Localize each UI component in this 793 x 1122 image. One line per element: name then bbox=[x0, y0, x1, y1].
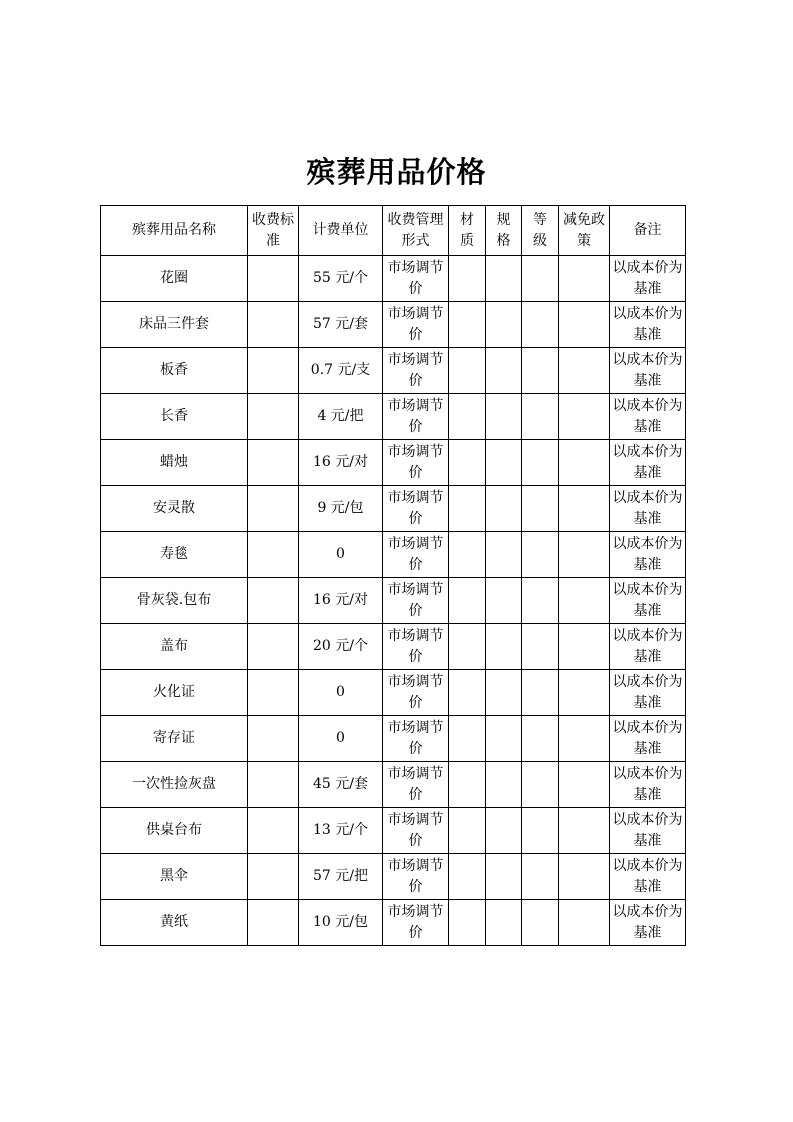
cell-unit: 57 元/套 bbox=[299, 302, 383, 348]
cell-grade bbox=[522, 256, 559, 302]
cell-material bbox=[449, 900, 486, 946]
cell-grade bbox=[522, 670, 559, 716]
cell-policy bbox=[559, 302, 610, 348]
cell-unit: 20 元/个 bbox=[299, 624, 383, 670]
cell-name: 床品三件套 bbox=[101, 302, 248, 348]
header-name: 殡葬用品名称 bbox=[101, 206, 248, 256]
cell-name: 黄纸 bbox=[101, 900, 248, 946]
table-row bbox=[101, 532, 686, 578]
cell-management: 市场调节价 bbox=[383, 348, 449, 394]
cell-note: 以成本价为基准 bbox=[610, 578, 686, 624]
cell-management: 市场调节价 bbox=[383, 532, 449, 578]
cell-spec bbox=[486, 440, 522, 486]
cell-policy bbox=[559, 256, 610, 302]
cell-unit: 55 元/个 bbox=[299, 256, 383, 302]
cell-material bbox=[449, 486, 486, 532]
cell-policy bbox=[559, 532, 610, 578]
cell-material bbox=[449, 624, 486, 670]
table-row bbox=[101, 900, 686, 946]
cell-material bbox=[449, 302, 486, 348]
cell-unit: 16 元/对 bbox=[299, 440, 383, 486]
cell-material bbox=[449, 348, 486, 394]
header-material: 材质 bbox=[449, 206, 486, 256]
cell-material bbox=[449, 440, 486, 486]
cell-name: 盖布 bbox=[101, 624, 248, 670]
cell-note: 以成本价为基准 bbox=[610, 716, 686, 762]
cell-grade bbox=[522, 578, 559, 624]
cell-standard bbox=[248, 302, 299, 348]
cell-name: 安灵散 bbox=[101, 486, 248, 532]
page-title: 殡葬用品价格 bbox=[306, 155, 487, 189]
cell-management: 市场调节价 bbox=[383, 762, 449, 808]
cell-material bbox=[449, 394, 486, 440]
cell-policy bbox=[559, 394, 610, 440]
cell-material bbox=[449, 532, 486, 578]
cell-management: 市场调节价 bbox=[383, 256, 449, 302]
cell-standard bbox=[248, 716, 299, 762]
table-header-row bbox=[101, 206, 686, 256]
cell-note: 以成本价为基准 bbox=[610, 808, 686, 854]
cell-unit: 0 bbox=[299, 532, 383, 578]
header-spec: 规格 bbox=[486, 206, 522, 256]
cell-grade bbox=[522, 486, 559, 532]
cell-note: 以成本价为基准 bbox=[610, 302, 686, 348]
cell-note: 以成本价为基准 bbox=[610, 624, 686, 670]
cell-name: 一次性捡灰盘 bbox=[101, 762, 248, 808]
cell-name: 供桌台布 bbox=[101, 808, 248, 854]
header-management: 收费管理形式 bbox=[383, 206, 449, 256]
cell-spec bbox=[486, 808, 522, 854]
table-row bbox=[101, 762, 686, 808]
cell-policy bbox=[559, 440, 610, 486]
table-row bbox=[101, 486, 686, 532]
cell-unit: 16 元/对 bbox=[299, 578, 383, 624]
cell-name: 寄存证 bbox=[101, 716, 248, 762]
cell-grade bbox=[522, 900, 559, 946]
cell-standard bbox=[248, 670, 299, 716]
cell-note: 以成本价为基准 bbox=[610, 854, 686, 900]
cell-grade bbox=[522, 808, 559, 854]
header-grade: 等级 bbox=[522, 206, 559, 256]
table-row bbox=[101, 578, 686, 624]
cell-name: 寿毯 bbox=[101, 532, 248, 578]
cell-unit: 10 元/包 bbox=[299, 900, 383, 946]
cell-policy bbox=[559, 716, 610, 762]
header-policy: 减免政策 bbox=[559, 206, 610, 256]
cell-material bbox=[449, 854, 486, 900]
cell-name: 火化证 bbox=[101, 670, 248, 716]
cell-material bbox=[449, 578, 486, 624]
cell-standard bbox=[248, 532, 299, 578]
cell-grade bbox=[522, 394, 559, 440]
table-row bbox=[101, 440, 686, 486]
cell-standard bbox=[248, 486, 299, 532]
cell-management: 市场调节价 bbox=[383, 808, 449, 854]
table-row bbox=[101, 302, 686, 348]
cell-unit: 13 元/个 bbox=[299, 808, 383, 854]
cell-management: 市场调节价 bbox=[383, 900, 449, 946]
cell-unit: 0.7 元/支 bbox=[299, 348, 383, 394]
cell-note: 以成本价为基准 bbox=[610, 670, 686, 716]
table-row bbox=[101, 394, 686, 440]
cell-standard bbox=[248, 256, 299, 302]
cell-management: 市场调节价 bbox=[383, 440, 449, 486]
cell-note: 以成本价为基准 bbox=[610, 762, 686, 808]
table-row bbox=[101, 348, 686, 394]
cell-note: 以成本价为基准 bbox=[610, 256, 686, 302]
cell-material bbox=[449, 256, 486, 302]
cell-management: 市场调节价 bbox=[383, 716, 449, 762]
cell-standard bbox=[248, 624, 299, 670]
cell-spec bbox=[486, 256, 522, 302]
cell-unit: 4 元/把 bbox=[299, 394, 383, 440]
cell-spec bbox=[486, 302, 522, 348]
cell-standard bbox=[248, 762, 299, 808]
cell-standard bbox=[248, 348, 299, 394]
cell-name: 板香 bbox=[101, 348, 248, 394]
cell-note: 以成本价为基准 bbox=[610, 900, 686, 946]
cell-spec bbox=[486, 854, 522, 900]
cell-name: 长香 bbox=[101, 394, 248, 440]
cell-management: 市场调节价 bbox=[383, 854, 449, 900]
cell-note: 以成本价为基准 bbox=[610, 394, 686, 440]
cell-standard bbox=[248, 900, 299, 946]
cell-note: 以成本价为基准 bbox=[610, 486, 686, 532]
cell-standard bbox=[248, 394, 299, 440]
cell-grade bbox=[522, 716, 559, 762]
cell-spec bbox=[486, 486, 522, 532]
cell-material bbox=[449, 762, 486, 808]
cell-spec bbox=[486, 716, 522, 762]
cell-management: 市场调节价 bbox=[383, 394, 449, 440]
table-row bbox=[101, 808, 686, 854]
cell-unit: 9 元/包 bbox=[299, 486, 383, 532]
cell-spec bbox=[486, 578, 522, 624]
cell-policy bbox=[559, 624, 610, 670]
cell-standard bbox=[248, 440, 299, 486]
table-row bbox=[101, 670, 686, 716]
cell-policy bbox=[559, 854, 610, 900]
cell-note: 以成本价为基准 bbox=[610, 348, 686, 394]
cell-name: 骨灰袋.包布 bbox=[101, 578, 248, 624]
cell-grade bbox=[522, 440, 559, 486]
header-unit: 计费单位 bbox=[299, 206, 383, 256]
table-row bbox=[101, 256, 686, 302]
cell-management: 市场调节价 bbox=[383, 486, 449, 532]
cell-material bbox=[449, 670, 486, 716]
cell-spec bbox=[486, 348, 522, 394]
cell-policy bbox=[559, 348, 610, 394]
cell-management: 市场调节价 bbox=[383, 670, 449, 716]
cell-standard bbox=[248, 578, 299, 624]
header-standard: 收费标准 bbox=[248, 206, 299, 256]
cell-material bbox=[449, 716, 486, 762]
cell-unit: 0 bbox=[299, 670, 383, 716]
table-row bbox=[101, 624, 686, 670]
cell-unit: 45 元/套 bbox=[299, 762, 383, 808]
cell-policy bbox=[559, 900, 610, 946]
cell-policy bbox=[559, 670, 610, 716]
cell-grade bbox=[522, 762, 559, 808]
table-row bbox=[101, 716, 686, 762]
cell-spec bbox=[486, 624, 522, 670]
cell-grade bbox=[522, 348, 559, 394]
cell-note: 以成本价为基准 bbox=[610, 532, 686, 578]
header-note: 备注 bbox=[610, 206, 686, 256]
cell-unit: 57 元/把 bbox=[299, 854, 383, 900]
cell-standard bbox=[248, 854, 299, 900]
cell-grade bbox=[522, 302, 559, 348]
cell-standard bbox=[248, 808, 299, 854]
cell-policy bbox=[559, 486, 610, 532]
cell-spec bbox=[486, 532, 522, 578]
cell-management: 市场调节价 bbox=[383, 302, 449, 348]
cell-material bbox=[449, 808, 486, 854]
cell-grade bbox=[522, 624, 559, 670]
cell-spec bbox=[486, 762, 522, 808]
cell-grade bbox=[522, 532, 559, 578]
cell-policy bbox=[559, 762, 610, 808]
cell-name: 黑伞 bbox=[101, 854, 248, 900]
table-row bbox=[101, 854, 686, 900]
cell-spec bbox=[486, 900, 522, 946]
cell-note: 以成本价为基准 bbox=[610, 440, 686, 486]
price-table bbox=[100, 205, 686, 946]
cell-name: 蜡烛 bbox=[101, 440, 248, 486]
cell-spec bbox=[486, 394, 522, 440]
cell-policy bbox=[559, 808, 610, 854]
cell-grade bbox=[522, 854, 559, 900]
cell-name: 花圈 bbox=[101, 256, 248, 302]
cell-management: 市场调节价 bbox=[383, 578, 449, 624]
cell-spec bbox=[486, 670, 522, 716]
cell-management: 市场调节价 bbox=[383, 624, 449, 670]
cell-policy bbox=[559, 578, 610, 624]
cell-unit: 0 bbox=[299, 716, 383, 762]
